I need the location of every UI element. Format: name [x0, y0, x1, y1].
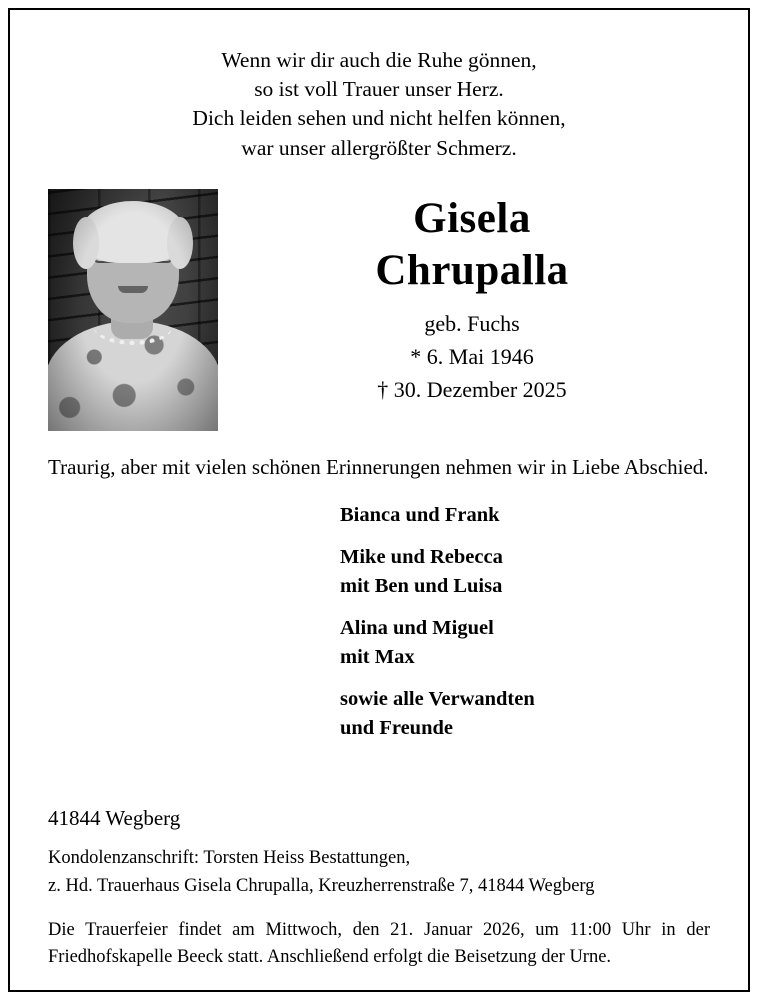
mourner-group	[340, 614, 710, 672]
birth-date: * 6. Mai 1946	[410, 343, 534, 369]
memorial-verse	[48, 46, 710, 163]
mourner-group	[340, 501, 710, 530]
farewell-text: Traurig, aber mit vielen schönen Erinnerungen nehmen wir in Liebe Abschied.	[48, 454, 709, 479]
mourner-line: und Freunde	[340, 717, 453, 740]
mourner-line: Bianca und Frank	[340, 503, 500, 526]
deceased-first-name: Gisela	[413, 194, 531, 242]
deceased-maiden-name: geb. Fuchs	[424, 310, 520, 336]
photo-vignette	[48, 189, 218, 431]
obituary-frame	[8, 8, 750, 992]
mourner-line: sowie alle Verwandten	[340, 688, 535, 711]
death-date: † 30. Dezember 2025	[377, 376, 567, 402]
notice-footer	[48, 780, 710, 972]
place-line: 41844 Wegberg	[48, 806, 181, 830]
mourner-line: mit Max	[340, 646, 415, 669]
ceremony-details: Die Trauerfeier findet am Mittwoch, den 21. Januar 2026, um 11:00 Uhr in der Friedhofskapelle Beeck statt. Anschließend erfolgt die Beisetzung der Urne.	[48, 919, 710, 968]
mourner-line: Alina und Miguel	[340, 617, 494, 640]
verse-line: Dich leiden sehen und nicht helfen können,	[192, 106, 566, 131]
deceased-portrait-photo	[48, 189, 218, 431]
name-block	[220, 189, 710, 406]
portrait-container	[48, 189, 220, 431]
verse-line: war unser allergrößter Schmerz.	[241, 135, 517, 160]
mourner-line: mit Ben und Luisa	[340, 574, 503, 597]
condolence-line: Kondolenzanschrift: Torsten Heiss Bestattungen,	[48, 848, 411, 868]
verse-line: Wenn wir dir auch die Ruhe gönnen,	[221, 48, 537, 72]
portrait-and-name-row	[48, 189, 710, 431]
verse-line: so ist voll Trauer unser Herz.	[254, 77, 504, 102]
deceased-last-name: Chrupalla	[375, 247, 569, 295]
mourners-list	[340, 501, 710, 744]
mourner-group	[340, 543, 710, 601]
condolence-address	[48, 845, 710, 901]
mourner-line: Mike und Rebecca	[340, 545, 503, 568]
mourner-group	[340, 685, 710, 743]
condolence-line: z. Hd. Trauerhaus Gisela Chrupalla, Kreuzherrenstraße 7, 41844 Wegberg	[48, 875, 595, 896]
